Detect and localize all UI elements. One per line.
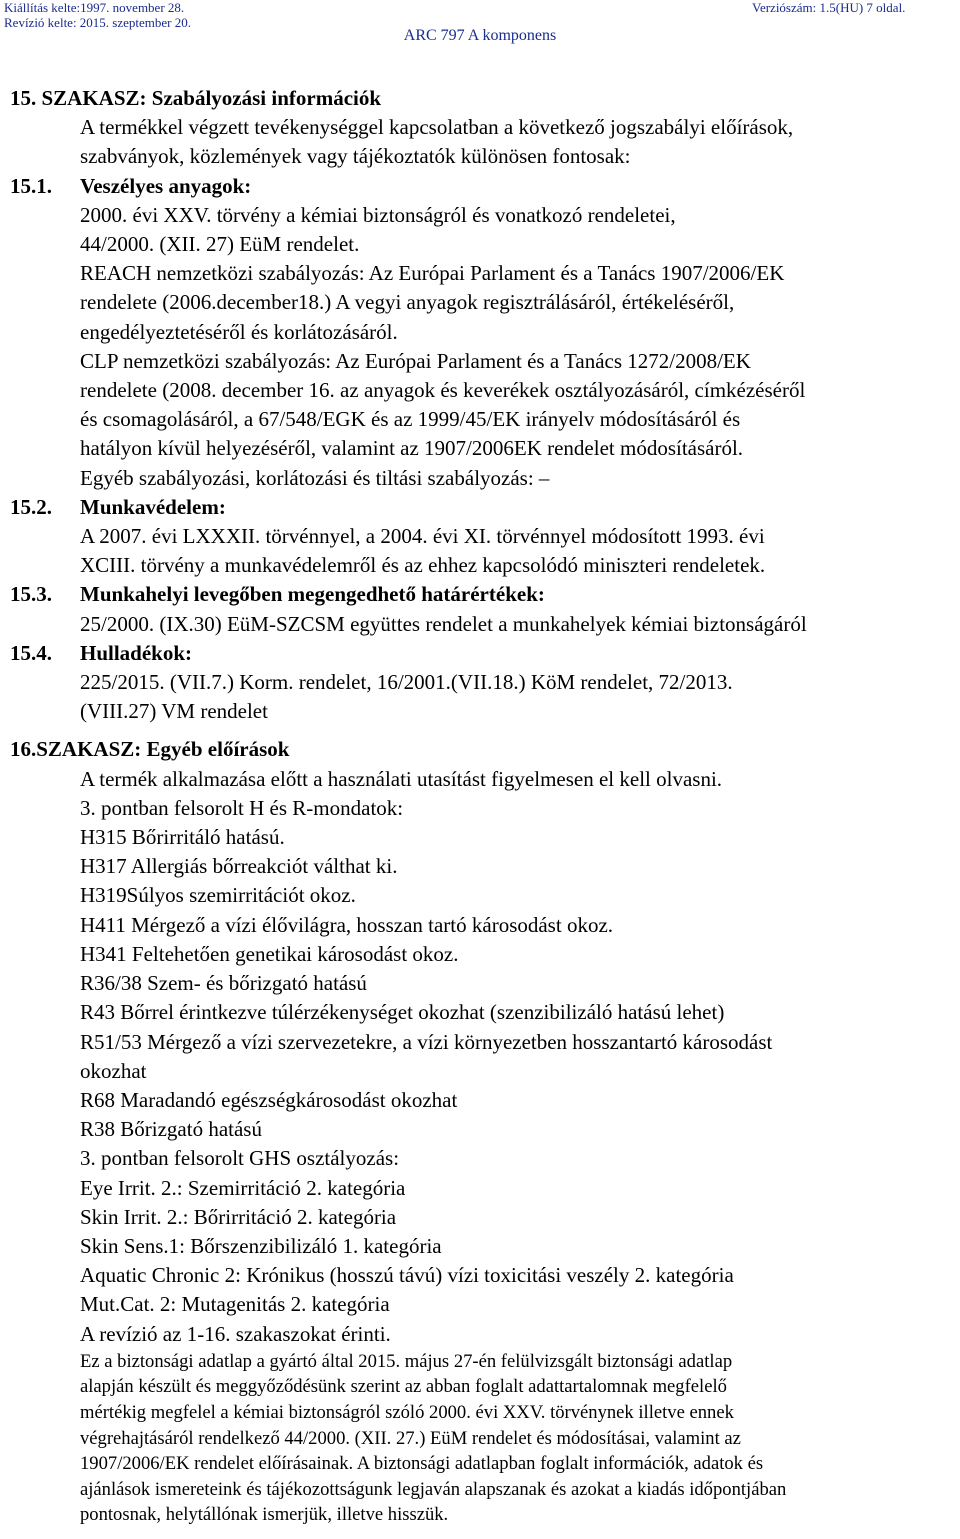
text-line: A 2007. évi LXXXII. törvénnyel, a 2004. évi XI. törvénnyel módosított 1993. évi	[80, 524, 765, 549]
text-line: okozhat	[80, 1058, 147, 1083]
text-line: 3. pontban felsorolt H és R-mondatok:	[80, 795, 404, 820]
disclaimer-line: alapján készült és meggyőződésünk szerint az abban foglalt adattartalomnak megfelelő	[80, 1376, 727, 1398]
text-line: rendelete (2006.december18.) A vegyi anyagok regisztrálásáról, értékeléséről,	[80, 290, 735, 315]
text-line: H315 Bőrirritáló hatású.	[80, 825, 285, 850]
section-15-title: 15. SZAKASZ: Szabályozási információk	[10, 86, 382, 110]
text-line: H317 Allergiás bőrreakciót válthat ki.	[80, 854, 398, 879]
text-line: Egyéb szabályozási, korlátozási és tiltási szabályozás: –	[80, 465, 550, 490]
text-line: Eye Irrit. 2.: Szemirritáció 2. kategória	[80, 1175, 406, 1200]
text-line: Aquatic Chronic 2: Krónikus (hosszú távú) vízi toxicitási veszély 2. kategória	[80, 1263, 734, 1288]
subsection-15-4	[0, 639, 958, 668]
text-line: 44/2000. (XII. 27) EüM rendelet.	[80, 232, 360, 257]
text-line: R36/38 Szem- és bőrizgató hatású	[80, 971, 367, 996]
revision-date: Revízió kelte: 2015. szeptember 20.	[4, 15, 192, 30]
document-body	[0, 84, 958, 1528]
text-line: XCIII. törvény a munkavédelemről és az ehhez kapcsolódó miniszteri rendeletek.	[80, 553, 766, 578]
text-line: H319Súlyos szemirritációt okoz.	[80, 883, 356, 908]
subsection-title: Veszélyes anyagok:	[80, 173, 252, 198]
subsection-title: Hulladékok:	[80, 640, 193, 665]
text-line: R38 Bőrizgató hatású	[80, 1117, 262, 1142]
subsection-15-3	[0, 580, 958, 609]
text-line: REACH nemzetközi szabályozás: Az Európai Parlament és a Tanács 1907/2006/EK	[80, 261, 785, 286]
text-line: R68 Maradandó egészségkárosodást okozhat	[80, 1087, 458, 1112]
text-line: A termék alkalmazása előtt a használati utasítást figyelmesen el kell olvasni.	[80, 766, 723, 791]
text-line: 3. pontban felsorolt GHS osztályozás:	[80, 1146, 400, 1171]
subsection-15-2	[0, 493, 958, 522]
text-line: Skin Sens.1: Bőrszenzibilizáló 1. kategória	[80, 1233, 442, 1258]
disclaimer-line: Ez a biztonsági adatlap a gyártó által 2015. május 27-én felülvizsgált biztonsági adatlap	[80, 1350, 733, 1372]
version-page: Verziószám: 1.5(HU) 7 oldal.	[752, 0, 906, 15]
subsection-number: 15.2.	[10, 494, 52, 519]
issue-date: Kiállítás kelte:1997. november 28.	[4, 0, 185, 15]
section-15-intro: szabványok, közlemények vagy tájékoztatók különösen fontosak:	[80, 144, 631, 169]
text-line: rendelete (2008. december 16. az anyagok és keverékek osztályozásáról, címkézéséről	[80, 378, 806, 403]
disclaimer-line: pontosnak, helytállónak ismerjük, illetve hisszük.	[80, 1504, 449, 1526]
product-name: ARC 797 A komponens	[403, 27, 557, 44]
section-16-title: 16.SZAKASZ: Egyéb előírások	[10, 737, 290, 762]
text-line: R51/53 Mérgező a vízi szervezetekre, a vízi környezetben hosszantartó károsodást	[80, 1029, 773, 1054]
text-line: 225/2015. (VII.7.) Korm. rendelet, 16/2001.(VII.18.) KöM rendelet, 72/2013.	[80, 670, 733, 695]
text-line: R43 Bőrrel érintkezve túlérzékenységet okozhat (szenzibilizáló hatású lehet)	[80, 1000, 725, 1025]
subsection-15-1	[0, 172, 958, 201]
section-15-intro: A termékkel végzett tevékenységgel kapcsolatban a következő jogszabályi előírások,	[80, 115, 794, 140]
disclaimer-line: végrehajtásáról rendelkező 44/2000. (XII. 27.) EüM rendelet és módosításai, valamint az	[80, 1427, 741, 1449]
subsection-number: 15.4.	[10, 640, 52, 665]
disclaimer-line: ajánlások ismereteink és tájékozottságunk legjaván alapszanak és azokat a kiadás időpontjában	[80, 1478, 787, 1500]
text-line: hatályon kívül helyezéséről, valamint az 1907/2006EK rendelet módosításáról.	[80, 436, 744, 461]
text-line: Mut.Cat. 2: Mutagenitás 2. kategória	[80, 1292, 390, 1317]
text-line: (VIII.27) VM rendelet	[80, 699, 268, 724]
disclaimer-line: 1907/2006/EK rendelet előírásainak. A biztonsági adatlapban foglalt információk, adatok és	[80, 1453, 764, 1475]
text-line: H341 Feltehetően genetikai károsodást okoz.	[80, 941, 459, 966]
subsection-title: Munkahelyi levegőben megengedhető határértékek:	[80, 582, 545, 607]
subsection-number: 15.3.	[10, 582, 52, 607]
text-line: 2000. évi XXV. törvény a kémiai biztonságról és vonatkozó rendeletei,	[80, 202, 676, 227]
text-line: engedélyeztetéséről és korlátozásáról.	[80, 319, 398, 344]
text-line: Skin Irrit. 2.: Bőrirritáció 2. kategória	[80, 1204, 397, 1229]
subsection-title: Munkavédelem:	[80, 494, 226, 519]
text-line: CLP nemzetközi szabályozás: Az Európai Parlament és a Tanács 1272/2008/EK	[80, 348, 751, 373]
text-line: és csomagolásáról, a 67/548/EGK és az 1999/45/EK irányelv módosításáról és	[80, 407, 741, 432]
text-line: 25/2000. (IX.30) EüM-SZCSM együttes rendelet a munkahelyek kémiai biztonságáról	[80, 611, 807, 636]
text-line: A revízió az 1-16. szakaszokat érinti.	[80, 1321, 391, 1346]
text-line: H411 Mérgező a vízi élővilágra, hosszan tartó károsodást okoz.	[80, 912, 614, 937]
disclaimer-line: mértékig megfelel a kémiai biztonságról szóló 2000. évi XXV. törvénynek illetve ennek	[80, 1401, 734, 1423]
subsection-number: 15.1.	[10, 173, 52, 198]
